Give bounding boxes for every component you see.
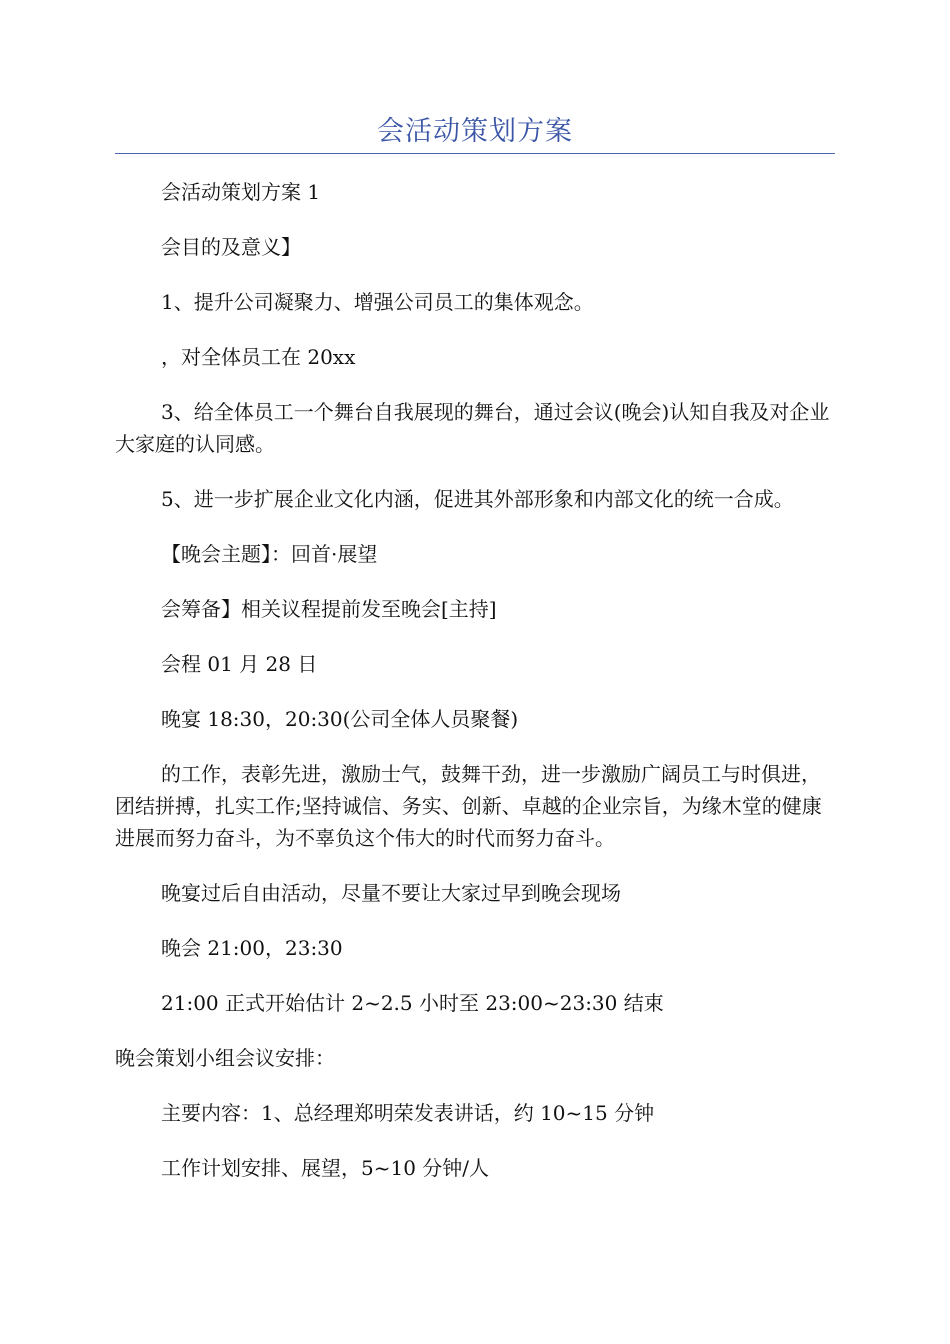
paragraph-main-content: 主要内容：1、总经理郑明荣发表讲话，约 10~15 分钟 [161,1101,655,1125]
document-title: 会活动策划方案 [377,116,573,147]
paragraph-purpose-heading: 会目的及意义】 [161,235,301,259]
title-underline [115,153,835,154]
paragraph-section-heading: 会活动策划方案 1 [161,180,321,204]
paragraph-purpose-5: 5、进一步扩展企业文化内涵，促进其外部形象和内部文化的统一合成。 [161,487,794,511]
document-body [115,176,835,1207]
paragraph-free-activity: 晚宴过后自由活动，尽量不要让大家过早到晚会现场 [161,881,621,905]
paragraph-purpose-3: 3、给全体员工一个舞台自我展现的舞台，通过会议(晚会)认知自我及对企业大家庭的认同感。 [115,400,830,456]
paragraph-schedule-date: 会程 01 月 28 日 [161,652,318,676]
paragraph-banquet-time: 晚宴 18:30，20:30(公司全体人员聚餐) [161,707,519,731]
paragraph-purpose-2: ，对全体员工在 20xx [161,345,356,369]
paragraph-mission: 的工作，表彰先进，激励士气，鼓舞干劲，进一步激励广阔员工与时俱进，团结拼搏，扎实工作;坚持诚信、务实、创新、卓越的企业宗旨，为缘木堂的健康进展而努力奋斗，为不辜负这个伟大的时代而努力奋斗。 [115,762,822,850]
paragraph-work-plan: 工作计划安排、展望，5~10 分钟/人 [161,1156,490,1180]
paragraph-meeting-heading: 晚会策划小组会议安排： [115,1046,335,1070]
paragraph-party-duration: 21:00 正式开始估计 2~2.5 小时至 23:00~23:30 结束 [161,991,664,1015]
paragraph-theme: 【晚会主题】：回首·展望 [161,542,378,566]
paragraph-preparation: 会筹备】相关议程提前发至晚会[主持] [161,597,497,621]
paragraph-purpose-1: 1、提升公司凝聚力、增强公司员工的集体观念。 [161,290,594,314]
paragraph-party-time: 晚会 21:00，23:30 [161,936,343,960]
